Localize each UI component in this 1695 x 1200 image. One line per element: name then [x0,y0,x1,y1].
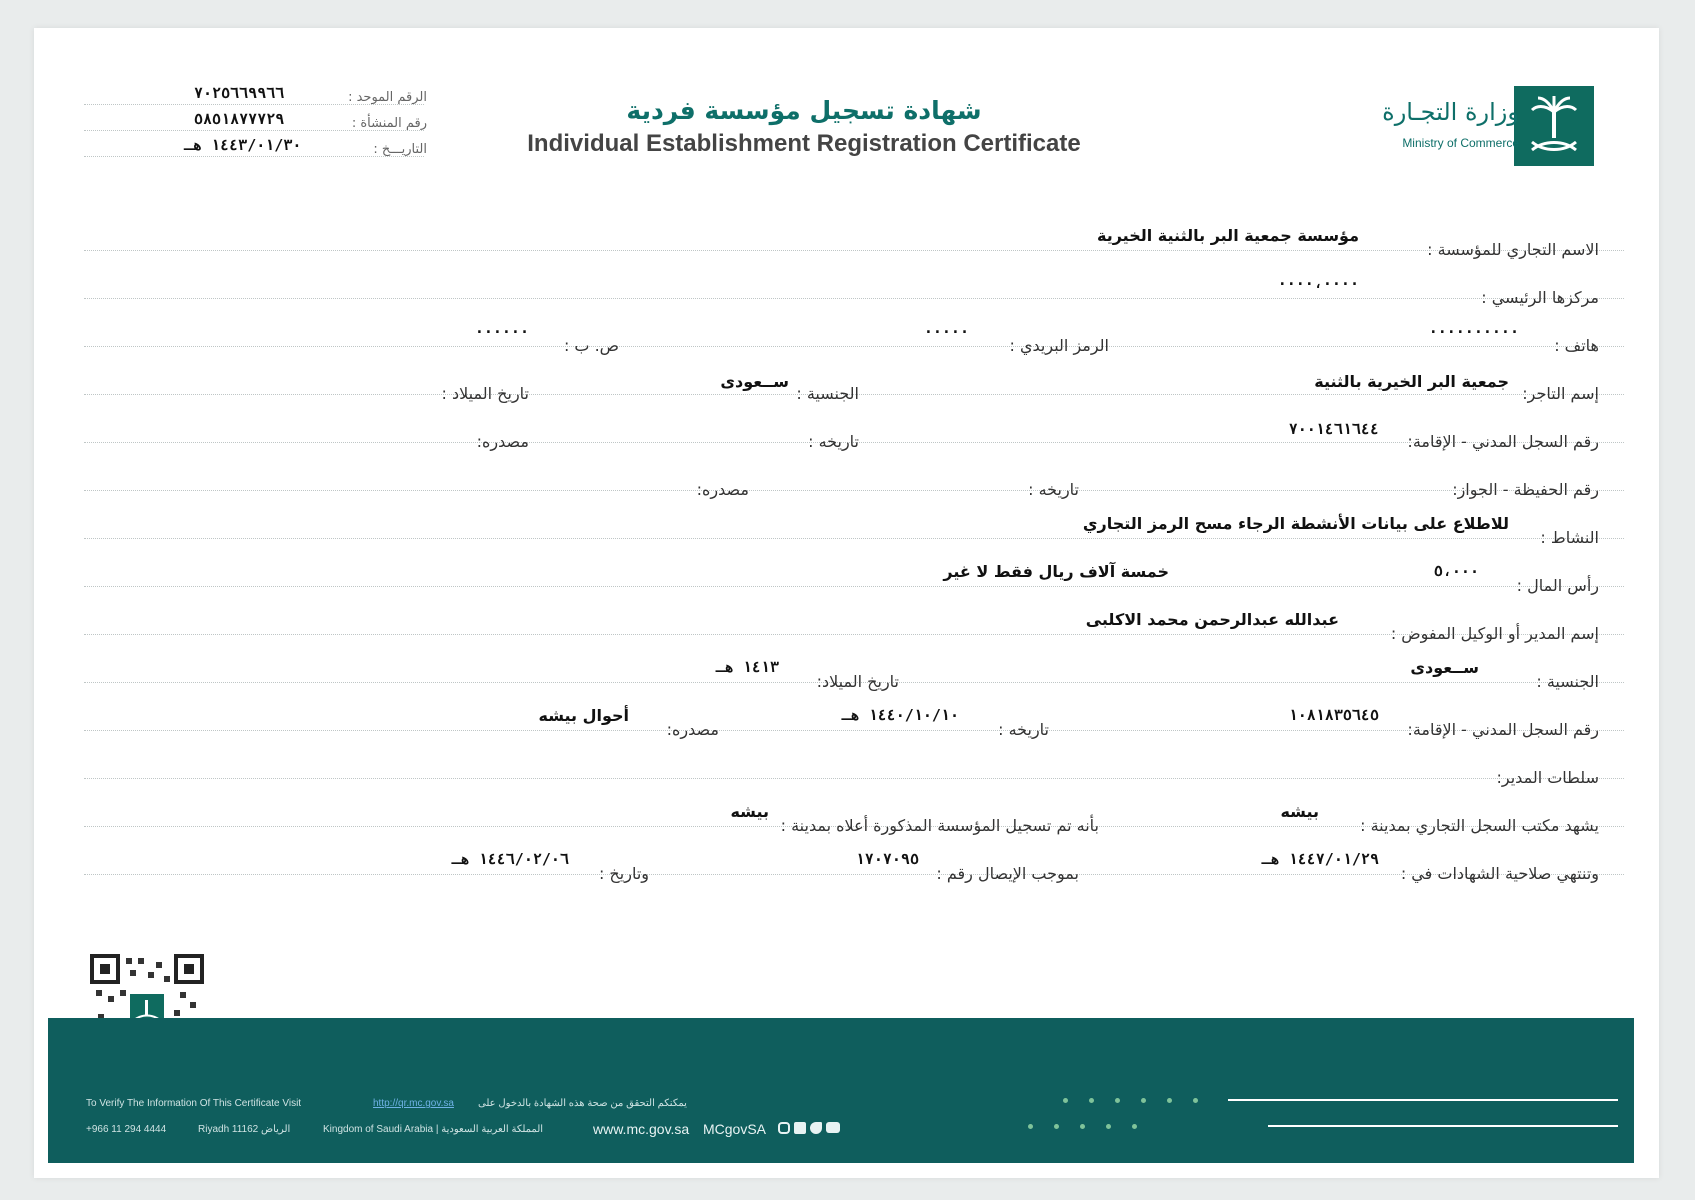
est-no-label: رقم المنشأة : [351,116,427,131]
ministry-name-ar: وزارة التجـارة [1382,98,1519,126]
manager-civil-date-label: تاريخه : [998,720,1049,739]
trade-name-value: مؤسسة جمعية البر بالثنية الخيرية [1097,226,1359,245]
office-label: يشهد مكتب السجل التجاري بمدينة : [1360,816,1599,835]
verify-text-ar: يمكنكم التحقق من صحة هذه الشهادة بالدخول على [478,1098,687,1109]
manager-value: عبدالله عبدالرحمن محمد الاكلبى [1085,610,1339,629]
footer-handle[interactable]: MCgovSA [703,1121,767,1137]
manager-civil-value: ١٠٨١٨٣٥٦٤٥ [1288,706,1379,724]
capital-words: خمسة آلاف ريال فقط لا غير [943,562,1169,581]
passport-date-label: تاريخه : [1028,480,1079,499]
social-icons [778,1122,840,1134]
receipt-date-label: وتاريخ : [598,864,649,883]
footer-country: Kingdom of Saudi Arabia | المملكة العربية السعودية [323,1124,544,1135]
certificate-title-ar: شهادة تسجيل مؤسسة فردية [626,96,982,125]
footer-band [48,1018,1634,1163]
manager-label: إسم المدير أو الوكيل المفوض : [1390,624,1599,643]
passport-label: رقم الحفيظة - الجواز: [1452,480,1599,499]
nationality-label: الجنسية : [796,384,859,403]
phone-label: هاتف : [1554,336,1599,355]
certificate-page [34,28,1659,1178]
expiry-value: ١٤٤٧/٠١/٢٩ هـ [1261,850,1379,868]
powers-label: سلطات المدير: [1496,768,1599,787]
receipt-label: بموجب الإيصال رقم : [936,864,1079,883]
capital-label: رأس المال : [1516,576,1599,595]
merchant-label: إسم التاجر: [1522,384,1599,403]
issue-date: ١٤٤٣/٠١/٣٠ هـ [184,136,302,154]
est-no: ٥٨٥١٨٧٧٧٢٩ [194,110,285,128]
footer-website[interactable]: www.mc.gov.sa [593,1121,690,1137]
expiry-label: وتنتهي صلاحية الشهادات في : [1400,864,1599,883]
pobox-value: ٠٠٠٠٠٠ [474,322,529,340]
palm-swords-icon [1514,86,1594,166]
registered-city: بيشه [730,802,769,821]
registered-label: بأنه تم تسجيل المؤسسة المذكورة أعلاه بمدينة : [780,816,1099,835]
birth-label: تاريخ الميلاد : [441,384,529,403]
civil-source-label: مصدره: [476,432,529,451]
hq-label: مركزها الرئيسي : [1481,288,1599,307]
verify-text-en: To Verify The Information Of This Certificate Visit [86,1098,302,1109]
twitter-icon[interactable] [810,1122,822,1134]
manager-civil-date-value: ١٤٤٠/١٠/١٠ هـ [841,706,959,724]
ministry-emblem [1514,86,1594,166]
phone-value: ٠٠٠٠٠٠٠٠٠٠ [1428,322,1519,340]
manager-nationality-label: الجنسية : [1536,672,1599,691]
activity-value: للاطلاع على بيانات الأنشطة الرجاء مسح الرمز التجاري [1082,514,1509,533]
manager-civil-label: رقم السجل المدني - الإقامة: [1407,720,1599,739]
receipt-value: ١٧٠٧٠٩٥ [855,850,919,868]
manager-birth-label: تاريخ الميلاد: [816,672,899,691]
youtube-icon[interactable] [826,1122,840,1133]
office-city: بيشه [1280,802,1319,821]
capital-value: ٥،٠٠٠ [1433,562,1479,580]
unified-no: ٧٠٢٥٦٦٩٩٦٦ [194,84,285,102]
nationality-value: ســعودى [720,372,789,391]
passport-source-label: مصدره: [696,480,749,499]
unified-no-label: الرقم الموحد : [348,90,427,105]
manager-nationality-value: ســعودى [1410,658,1479,677]
footer-city: Riyadh 11162 الرياض [198,1124,291,1135]
activity-label: النشاط : [1540,528,1599,547]
trade-name-label: الاسم التجاري للمؤسسة : [1427,240,1599,259]
civil-label: رقم السجل المدني - الإقامة: [1407,432,1599,451]
instagram-icon[interactable] [778,1122,790,1134]
verify-link[interactable]: http://qr.mc.gov.sa [373,1098,454,1109]
hq-value: ٠٠٠٠،٠٠٠٠ [1277,274,1359,292]
manager-civil-source-value: أحوال بيشه [538,706,629,725]
manager-civil-source-label: مصدره: [666,720,719,739]
facebook-icon[interactable] [794,1122,806,1134]
civil-date-label: تاريخه : [808,432,859,451]
pobox-label: ص. ب : [563,336,619,355]
manager-birth-value: ١٤١٣ هـ [715,658,779,676]
merchant-value: جمعية البر الخيرية بالثنية [1314,372,1509,391]
footer-phone: +966 11 294 4444 [86,1124,167,1135]
issue-date-label: التاريـــخ : [373,142,427,157]
certificate-title-en: Individual Establishment Registration Certificate [527,130,1081,157]
receipt-date-value: ١٤٤٦/٠٢/٠٦ هـ [451,850,569,868]
postal-label: الرمز البريدي : [1009,336,1109,355]
postal-value: ٠٠٠٠٠ [923,322,969,340]
civil-value: ٧٠٠١٤٦١٦٤٤ [1288,420,1379,438]
ministry-name-en: Ministry of Commerce [1402,136,1519,150]
